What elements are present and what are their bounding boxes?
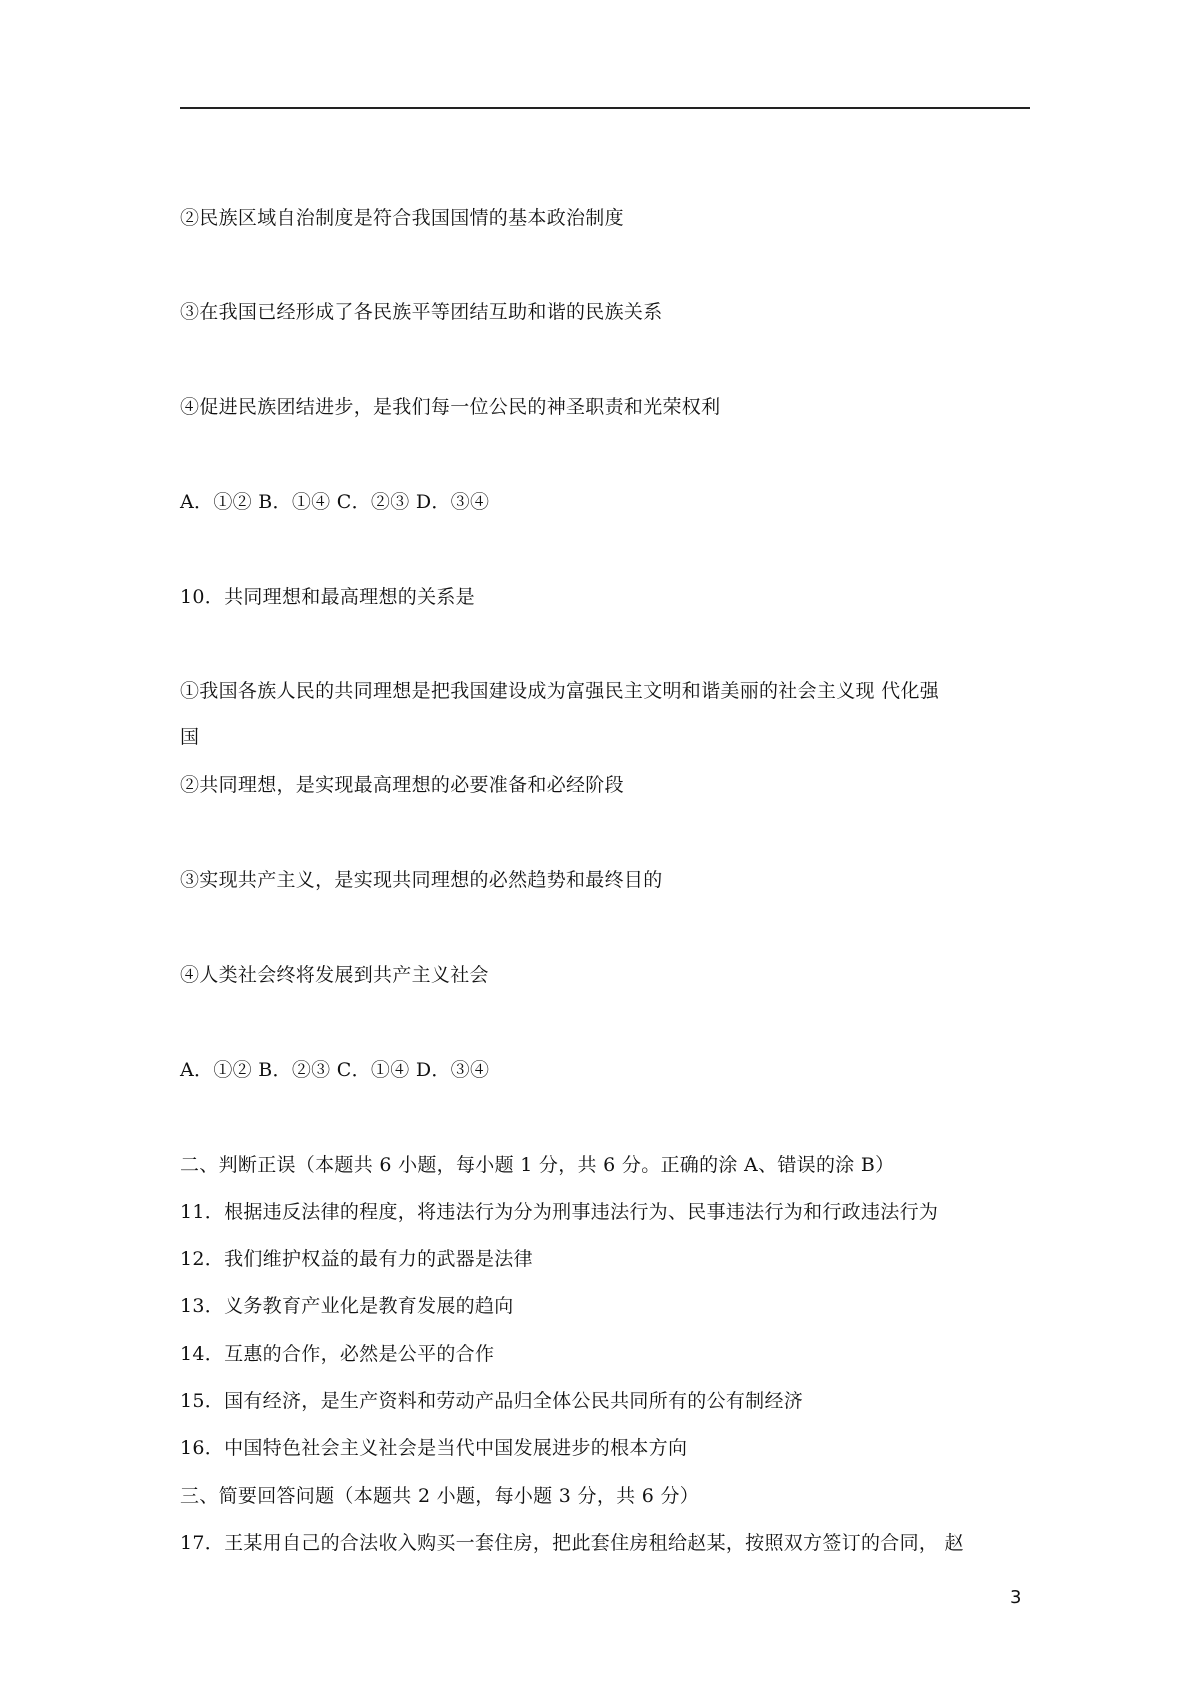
header-rule [180,107,1030,109]
q10-option-1-line-2: 国 [180,726,200,748]
page-number: 3 [1010,1587,1022,1608]
judgement-item-16: 16．中国特色社会主义社会是当代中国发展进步的根本方向 [180,1437,688,1459]
q9-option-2: ②民族区域自治制度是符合我国国情的基本政治制度 [180,207,624,229]
q9-option-4: ④促进民族团结进步，是我们每一位公民的神圣职责和光荣权利 [180,396,721,418]
q10-option-3: ③实现共产主义，是实现共同理想的必然趋势和最终目的 [180,869,663,891]
q9-option-3: ③在我国已经形成了各民族平等团结互助和谐的民族关系 [180,301,663,323]
q10-answer-choices: A．①② B．②③ C．①④ D．③④ [180,1059,490,1081]
section-3-heading: 三、简要回答问题（本题共 2 小题，每小题 3 分，共 6 分） [180,1485,700,1507]
q10-stem: 10．共同理想和最高理想的关系是 [180,586,475,608]
judgement-item-11: 11．根据违反法律的程度，将违法行为分为刑事违法行为、民事违法行为和行政违法行为 [180,1201,939,1223]
q17-line-1: 17．王某用自己的合法收入购买一套住房，把此套住房租给赵某，按照双方签订的合同， 赵 [180,1532,964,1554]
judgement-item-13: 13．义务教育产业化是教育发展的趋向 [180,1295,514,1317]
q10-option-2: ②共同理想，是实现最高理想的必要准备和必经阶段 [180,774,624,796]
judgement-item-12: 12．我们维护权益的最有力的武器是法律 [180,1248,533,1270]
section-2-heading: 二、判断正误（本题共 6 小题，每小题 1 分，共 6 分。正确的涂 A、错误的涂 B） [180,1154,895,1176]
q9-answer-choices: A．①② B．①④ C．②③ D．③④ [180,491,490,513]
q10-option-4: ④人类社会终将发展到共产主义社会 [180,964,489,986]
q10-option-1-line-1: ①我国各族人民的共同理想是把我国建设成为富强民主文明和谐美丽的社会主义现 代化强 [180,680,940,702]
judgement-item-15: 15．国有经济，是生产资料和劳动产品归全体公民共同所有的公有制经济 [180,1390,804,1412]
judgement-item-14: 14．互惠的合作，必然是公平的合作 [180,1343,495,1365]
